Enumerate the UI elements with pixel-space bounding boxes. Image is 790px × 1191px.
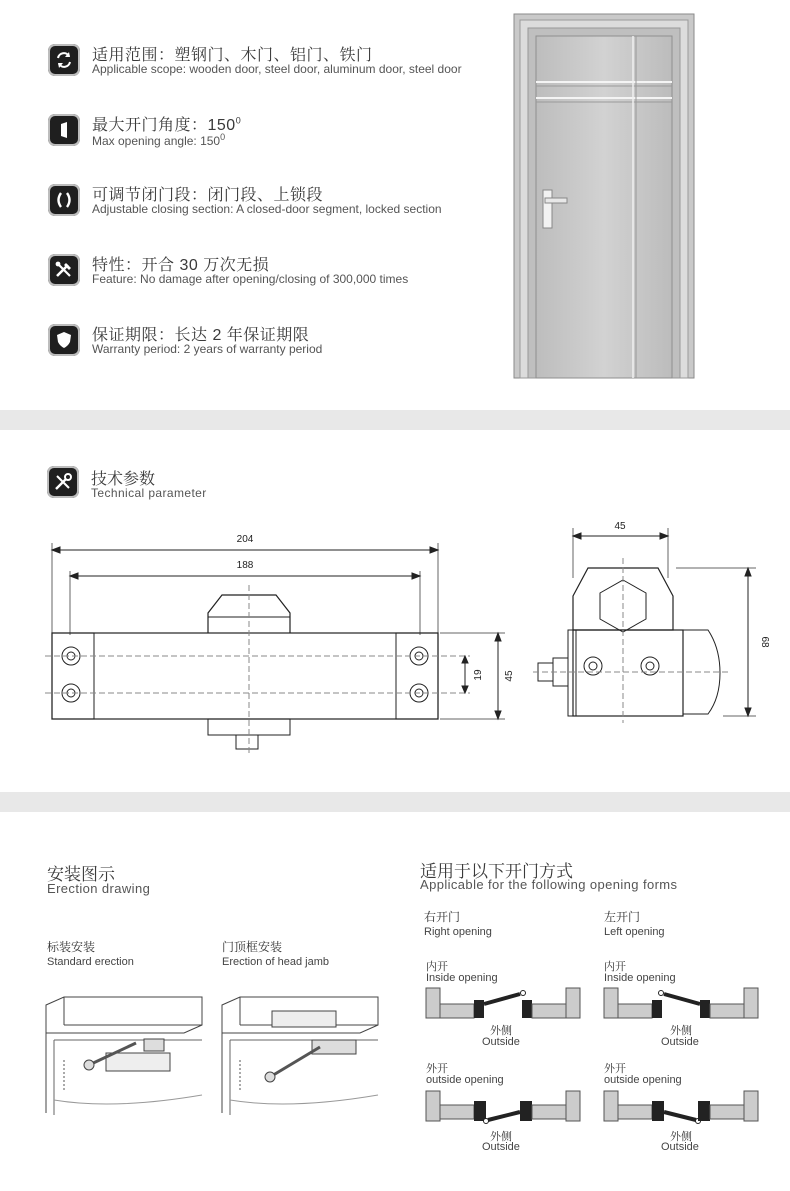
right-outside-zh: 外开 [426, 1063, 448, 1075]
headjamb-erection-drawing [220, 995, 380, 1115]
standard-erection-zh: 标装安装 [47, 940, 96, 954]
right-outside-en: outside opening [426, 1074, 504, 1086]
rotate-icon [48, 44, 80, 76]
right-inside-diagram [424, 985, 584, 1023]
feature-angle-zh: 最大开门角度：150 [92, 117, 236, 134]
headjamb-erection-zh: 门顶框安装 [222, 940, 283, 954]
left-outside-side-en: Outside [661, 1141, 699, 1153]
feature-angle-en-degree: 0 [220, 132, 226, 142]
door-angle-icon [48, 114, 80, 146]
headjamb-erection-en: Erection of head jamb [222, 956, 330, 968]
technical-icon [47, 466, 79, 498]
left-inside-side-zh: 外侧 [670, 1025, 692, 1037]
feature-scope [48, 42, 488, 82]
left-opening-en: Left opening [604, 926, 665, 938]
right-inside-side-zh: 外侧 [490, 1025, 512, 1037]
right-opening-zh: 右开门 [424, 910, 461, 924]
feature-warranty-en: Warranty period: 2 years of warranty period [92, 342, 323, 356]
left-inside-side-en: Outside [661, 1036, 699, 1048]
feature-angle-zh-degree: 0 [235, 115, 242, 126]
standard-erection-en: Standard erection [47, 956, 134, 968]
left-outside-side-zh: 外侧 [670, 1131, 692, 1143]
feature-warranty [48, 322, 488, 362]
left-inside-diagram [602, 985, 762, 1023]
erection-title-en: Erection drawing [47, 881, 151, 896]
feature-scope-en: Applicable scope: wooden door, steel door, aluminum door, steel door [92, 62, 462, 76]
feature-closing [48, 182, 488, 222]
technical-title-zh: 技术参数 [91, 471, 156, 488]
left-outside-diagram [602, 1088, 762, 1128]
right-inside-side-en: Outside [482, 1036, 520, 1048]
feature-closing-en: Adjustable closing section: A closed-door segment, locked section [92, 202, 442, 216]
feature-scope-zh: 适用范围：塑钢门、木门、铝门、铁门 [92, 47, 373, 64]
opening-title-en: Applicable for the following opening forms [420, 877, 678, 892]
section-divider [0, 410, 790, 430]
feature-durability-en: Feature: No damage after opening/closing of 300,000 times [92, 272, 409, 286]
brackets-icon [48, 184, 80, 216]
feature-angle-en: Max opening angle: 150 [92, 134, 221, 148]
dim-hole-spacing: 188 [236, 560, 254, 571]
right-opening-en: Right opening [424, 926, 492, 938]
feature-angle [48, 112, 488, 152]
dim-side-height: 68 [759, 636, 770, 648]
left-inside-zh: 内开 [604, 961, 626, 973]
right-inside-en: Inside opening [426, 972, 498, 984]
left-outside-zh: 外开 [604, 1063, 626, 1075]
left-outside-en: outside opening [604, 1074, 682, 1086]
right-outside-side-zh: 外侧 [490, 1131, 512, 1143]
shield-icon [48, 324, 80, 356]
erection-title-zh: 安装图示 [47, 865, 115, 884]
feature-warranty-zh: 保证期限：长达 2 年保证期限 [92, 327, 310, 344]
dim-side-width: 45 [614, 521, 626, 532]
closer-front-drawing [40, 525, 520, 760]
dim-height: 45 [504, 670, 515, 682]
tools-icon [48, 254, 80, 286]
left-inside-en: Inside opening [604, 972, 676, 984]
dim-overall: 204 [236, 534, 254, 545]
feature-durability-zh: 特性：开合 30 万次无损 [92, 257, 270, 274]
technical-title-en: Technical parameter [91, 486, 207, 500]
opening-title-zh: 适用于以下开门方式 [420, 862, 573, 881]
right-outside-diagram [424, 1088, 584, 1128]
standard-erection-drawing [44, 995, 204, 1115]
right-inside-zh: 内开 [426, 961, 448, 973]
dim-hole-gap: 19 [473, 669, 484, 681]
left-opening-zh: 左开门 [604, 910, 641, 924]
feature-closing-zh: 可调节闭门段：闭门段、上锁段 [92, 187, 324, 204]
section-divider-2 [0, 792, 790, 812]
closer-side-drawing [528, 518, 778, 728]
door-illustration [512, 12, 696, 380]
feature-durability [48, 252, 488, 292]
right-outside-side-en: Outside [482, 1141, 520, 1153]
